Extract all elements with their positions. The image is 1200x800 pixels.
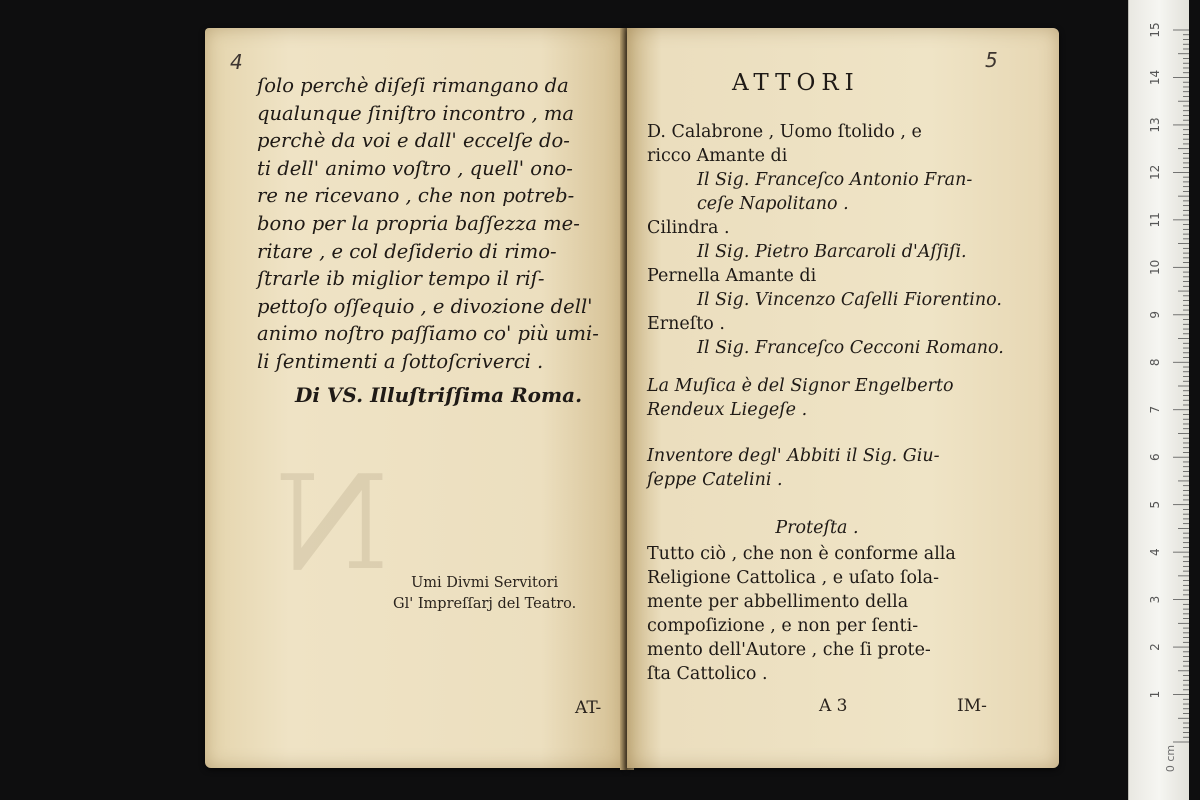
left-catchword: AT-	[575, 698, 602, 718]
signature-mark: A 3	[819, 696, 848, 716]
protest-text	[647, 542, 1047, 686]
text-line: animo noſtro paſſiamo co' più umi-	[257, 322, 599, 346]
protest-line: Tutto ciò , che non è conforme alla	[647, 544, 956, 564]
text-line: ti dell' animo voſtro , quell' ono-	[257, 156, 573, 180]
text-line: pettoſo oſſequio , e divozione dell'	[257, 294, 593, 318]
ruler-label: 5	[1148, 500, 1162, 509]
performer-line: Il Sig. Franceſco Antonio Fran-	[697, 170, 973, 190]
ruler-unit-label: 0 cm	[1164, 744, 1178, 773]
text-line: ſtrarle ib miglior tempo il riſ-	[257, 267, 545, 291]
ruler-label: 13	[1148, 117, 1162, 133]
costume-credit	[647, 444, 1047, 492]
ruler-label: 1	[1148, 690, 1162, 699]
performer-line: Il Sig. Pietro Barcaroli d'Aſſiſi.	[697, 242, 967, 262]
right-page-number: 5	[985, 48, 998, 72]
right-page	[627, 28, 1059, 768]
protest-line: Religione Cattolica , e uſato ſola-	[647, 568, 939, 588]
signature-block	[393, 573, 576, 615]
dedication-text	[257, 72, 617, 376]
open-book	[200, 28, 1062, 770]
show-through-text: N	[275, 447, 389, 599]
cast-list	[647, 120, 1047, 686]
closing-salutation: Di VS. Illuſtriſſima Roma.	[295, 383, 583, 407]
right-catchword: IM-	[957, 696, 987, 716]
protest-line: ſta Cattolico .	[647, 664, 768, 684]
signature-line: Umi Divmi Servitori	[411, 575, 559, 591]
text-line: perchè da voi e dall' eccelſe do-	[257, 129, 570, 153]
ruler-label: 14	[1148, 69, 1162, 86]
protest-heading: Proteſta .	[775, 518, 859, 538]
credit-line: Inventore degl' Abbiti il Sig. Giu-	[647, 446, 940, 466]
cast-entry	[647, 120, 1047, 216]
role-line: Erneſto .	[647, 314, 725, 334]
ruler-label: 12	[1148, 164, 1162, 181]
signature-line: Gl' Impreſſarj del Teatro.	[393, 596, 577, 612]
credit-line: Rendeux Liegeſe .	[647, 400, 808, 420]
ruler-label: 15	[1148, 22, 1162, 38]
music-credit	[647, 374, 1047, 422]
cast-entry	[647, 312, 1047, 360]
left-page-number: 4	[230, 50, 243, 74]
performer-line: ceſe Napolitano .	[697, 194, 849, 214]
left-page	[205, 28, 625, 768]
ruler-label: 11	[1148, 212, 1162, 228]
performer-line: Il Sig. Franceſco Cecconi Romano.	[697, 338, 1004, 358]
text-line: li ſentimenti a ſottoſcriverci .	[257, 349, 544, 373]
role-line: D. Calabrone , Uomo ſtolido , e	[647, 122, 922, 142]
performer-line: Il Sig. Vincenzo Caſelli Fiorentino.	[697, 290, 1002, 310]
text-line: ritare , e col deſiderio di rimo-	[257, 239, 557, 263]
role-line: Pernella Amante di	[647, 266, 817, 286]
ruler-label: 4	[1148, 548, 1162, 556]
text-line: bono per la propria baſſezza me-	[257, 211, 580, 235]
measurement-ruler	[1128, 0, 1189, 800]
text-line: qualunque ſiniſtro incontro , ma	[257, 101, 574, 125]
protest-line: compoſizione , e non per ſenti-	[647, 616, 919, 636]
text-line: ſolo perchè diſeſi rimangano da	[257, 74, 569, 97]
credit-line: ſeppe Catelini .	[647, 470, 783, 490]
credit-line: La Muſica è del Signor Engelberto	[647, 376, 954, 396]
ruler-label: 3	[1148, 595, 1162, 604]
ruler-label: 2	[1148, 643, 1162, 651]
ruler-label: 7	[1148, 405, 1162, 414]
ruler-scale	[1129, 0, 1189, 800]
role-line: ricco Amante di	[647, 146, 788, 166]
text-line: re ne ricevano , che non potreb-	[257, 184, 575, 208]
cast-entry	[647, 216, 1047, 264]
role-line: Cilindra .	[647, 218, 730, 238]
protest-line: mento dell'Autore , che ſi prote-	[647, 640, 931, 660]
ruler-label: 9	[1148, 310, 1162, 319]
ruler-label: 6	[1148, 453, 1162, 462]
ruler-label: 10	[1148, 259, 1162, 275]
ruler-label: 8	[1148, 358, 1162, 367]
cast-heading: ATTORI	[732, 70, 860, 96]
cast-entry	[647, 264, 1047, 312]
protest-line: mente per abbellimento della	[647, 592, 909, 612]
